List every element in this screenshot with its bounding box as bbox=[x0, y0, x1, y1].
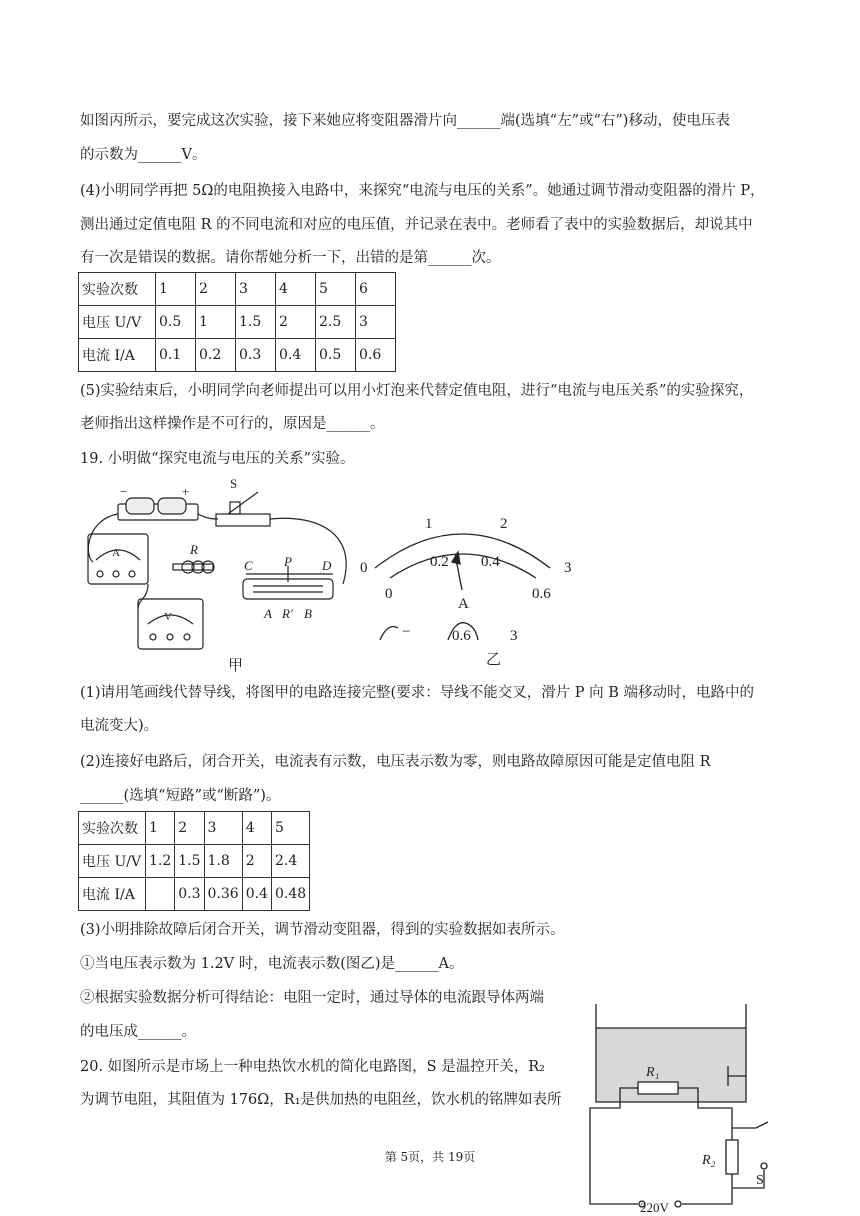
row-header-cell: 实验次数 bbox=[79, 812, 146, 845]
text-line: (2)连接好电路后，闭合开关，电流表有示数，电压表示数为零，则电路故障原因可能是定值电阻 R bbox=[80, 754, 711, 770]
text-line: 的示数为______V。 bbox=[80, 147, 207, 163]
table-row bbox=[79, 845, 310, 878]
row-header-cell: 电流 I/A bbox=[79, 339, 156, 372]
row-header-cell: 电压 U/V bbox=[79, 845, 146, 878]
table-cell: 0.1 bbox=[156, 339, 196, 372]
dial-lower-0: 0 bbox=[385, 586, 393, 602]
table-cell: 2.4 bbox=[271, 845, 309, 878]
text-line: 有一次是错误的数据。请你帮她分析一下，出错的是第______次。 bbox=[80, 250, 501, 266]
table-cell: 2.5 bbox=[316, 306, 356, 339]
rheostat-r-label: R′ bbox=[282, 606, 293, 621]
row-header-cell: 实验次数 bbox=[79, 273, 156, 306]
text-line: 如图丙所示，要完成这次实验，接下来她应将变阻器滑片向______端(选填“左”或“右”)移动，使电压表 bbox=[80, 113, 730, 129]
table-cell: 2 bbox=[175, 812, 204, 845]
table-row bbox=[79, 812, 310, 845]
ammeter-dial-figure-yi bbox=[350, 510, 590, 670]
table-row bbox=[79, 339, 396, 372]
circuit-figure-jia bbox=[78, 474, 368, 674]
text-line: 为调节电阻，其阻值为 176Ω，R₁是供加热的电阻丝，饮水机的铭牌如表所 bbox=[80, 1092, 562, 1108]
question-20-title: 20. 如图所示是市场上一种电热饮水机的简化电路图，S 是温控开关，R₂ bbox=[80, 1059, 545, 1075]
table-cell: 0.6 bbox=[356, 339, 396, 372]
table-cell: 6 bbox=[356, 273, 396, 306]
table-cell: 5 bbox=[271, 812, 309, 845]
water-dispenser-circuit bbox=[580, 1004, 820, 1214]
text-line: 测出通过定值电阻 R 的不同电流和对应的电压值，并记录在表中。老师看了表中的实验数据后，却说其中 bbox=[80, 217, 753, 233]
text-line: 的电压成______。 bbox=[80, 1024, 196, 1040]
dial-lower-04: 0.4 bbox=[481, 554, 500, 570]
rheostat-d-label: D bbox=[322, 558, 332, 573]
table-cell: 0.4 bbox=[276, 339, 316, 372]
table-cell: 0.3 bbox=[175, 878, 204, 911]
text-line: (4)小明同学再把 5Ω的电阻换接入电路中，来探究“电流与电压的关系”。她通过调节滑动变阻器的滑片 P， bbox=[80, 183, 765, 199]
dial-lower-02: 0.2 bbox=[430, 554, 449, 570]
figure-caption-jia: 甲 bbox=[228, 658, 244, 674]
table-cell: 0.5 bbox=[316, 339, 356, 372]
table-cell: 1 bbox=[146, 812, 175, 845]
rheostat-c-label: C bbox=[244, 558, 253, 573]
switch-s-label: S bbox=[756, 1173, 764, 1188]
table-cell: 1.2 bbox=[146, 845, 175, 878]
r2-label: R₂ bbox=[702, 1153, 716, 1168]
table-cell: 4 bbox=[276, 273, 316, 306]
table-cell: 1 bbox=[156, 273, 196, 306]
text-line: ①当电压表示数为 1.2V 时，电流表示数(图乙)是______A。 bbox=[80, 956, 464, 972]
table-cell: 3 bbox=[356, 306, 396, 339]
text-line: ______(选填“短路”或“断路”)。 bbox=[80, 788, 281, 804]
table-cell: 2 bbox=[276, 306, 316, 339]
switch-label: S bbox=[230, 476, 238, 491]
table-cell: 0.48 bbox=[271, 878, 309, 911]
text-line: (3)小明排除故障后闭合开关，调节滑动变阻器，得到的实验数据如表所示。 bbox=[80, 922, 565, 938]
table-cell: 1.8 bbox=[204, 845, 242, 878]
ammeter-label: A bbox=[112, 547, 120, 559]
question-19-title: 19. 小明做“探究电流与电压的关系”实验。 bbox=[80, 451, 355, 467]
table-cell: 2 bbox=[196, 273, 236, 306]
page-footer: 第 5页，共 19页 bbox=[384, 1150, 476, 1164]
text-line: (1)请用笔画线代替导线，将图甲的电路连接完整(要求：导线不能交叉，滑片 P 向 B 端移动时，电路中的 bbox=[80, 685, 755, 701]
dial-lower-06: 0.6 bbox=[532, 586, 551, 602]
table-cell: 0.5 bbox=[156, 306, 196, 339]
dial-meter-label: A bbox=[458, 596, 469, 612]
text-line: ②根据实验数据分析可得结论：电阻一定时，通过导体的电流跟导体两端 bbox=[80, 990, 544, 1006]
voltmeter-label: V bbox=[164, 611, 172, 623]
table-cell: 3 bbox=[236, 273, 276, 306]
r1-label: R₁ bbox=[646, 1065, 660, 1080]
dial-upper-1: 1 bbox=[425, 516, 433, 532]
table-cell: 1 bbox=[196, 306, 236, 339]
battery-minus-label: − bbox=[120, 484, 128, 499]
table-cell: 0.4 bbox=[242, 878, 271, 911]
dial-upper-0: 0 bbox=[360, 560, 368, 576]
text-line: 电流变大)。 bbox=[80, 718, 159, 734]
terminal-06: 0.6 bbox=[452, 628, 471, 644]
dial-upper-2: 2 bbox=[500, 516, 508, 532]
data-table-2 bbox=[78, 811, 310, 911]
table-row bbox=[79, 273, 396, 306]
table-cell: 0.3 bbox=[236, 339, 276, 372]
text-line: (5)实验结束后，小明同学向老师提出可以用小灯泡来代替定值电阻，进行“电流与电压关系”的实验探究， bbox=[80, 383, 754, 399]
rheostat-p-label: P bbox=[284, 554, 292, 569]
rheostat-a-label: A bbox=[264, 606, 272, 621]
battery-plus-label: + bbox=[182, 484, 190, 499]
terminal-3: 3 bbox=[510, 628, 518, 644]
table-row bbox=[79, 306, 396, 339]
figure-caption-yi: 乙 bbox=[486, 652, 502, 668]
table-cell: 1.5 bbox=[175, 845, 204, 878]
text-line: 老师指出这样操作是不可行的，原因是______。 bbox=[80, 416, 385, 432]
table-cell: 3 bbox=[204, 812, 242, 845]
data-table-1 bbox=[78, 272, 396, 372]
table-cell: 4 bbox=[242, 812, 271, 845]
table-row bbox=[79, 878, 310, 911]
table-cell: 2 bbox=[242, 845, 271, 878]
table-cell: 1.5 bbox=[236, 306, 276, 339]
table-cell: 5 bbox=[316, 273, 356, 306]
dial-upper-3: 3 bbox=[564, 560, 572, 576]
rheostat-b-label: B bbox=[304, 606, 312, 621]
table-cell: 0.2 bbox=[196, 339, 236, 372]
row-header-cell: 电压 U/V bbox=[79, 306, 156, 339]
terminal-minus: − bbox=[402, 624, 411, 640]
table-cell: 0.36 bbox=[204, 878, 242, 911]
row-header-cell: 电流 I/A bbox=[79, 878, 146, 911]
table-cell bbox=[146, 878, 175, 911]
source-voltage-label: 220V bbox=[640, 1200, 669, 1214]
resistor-label: R bbox=[190, 542, 198, 557]
